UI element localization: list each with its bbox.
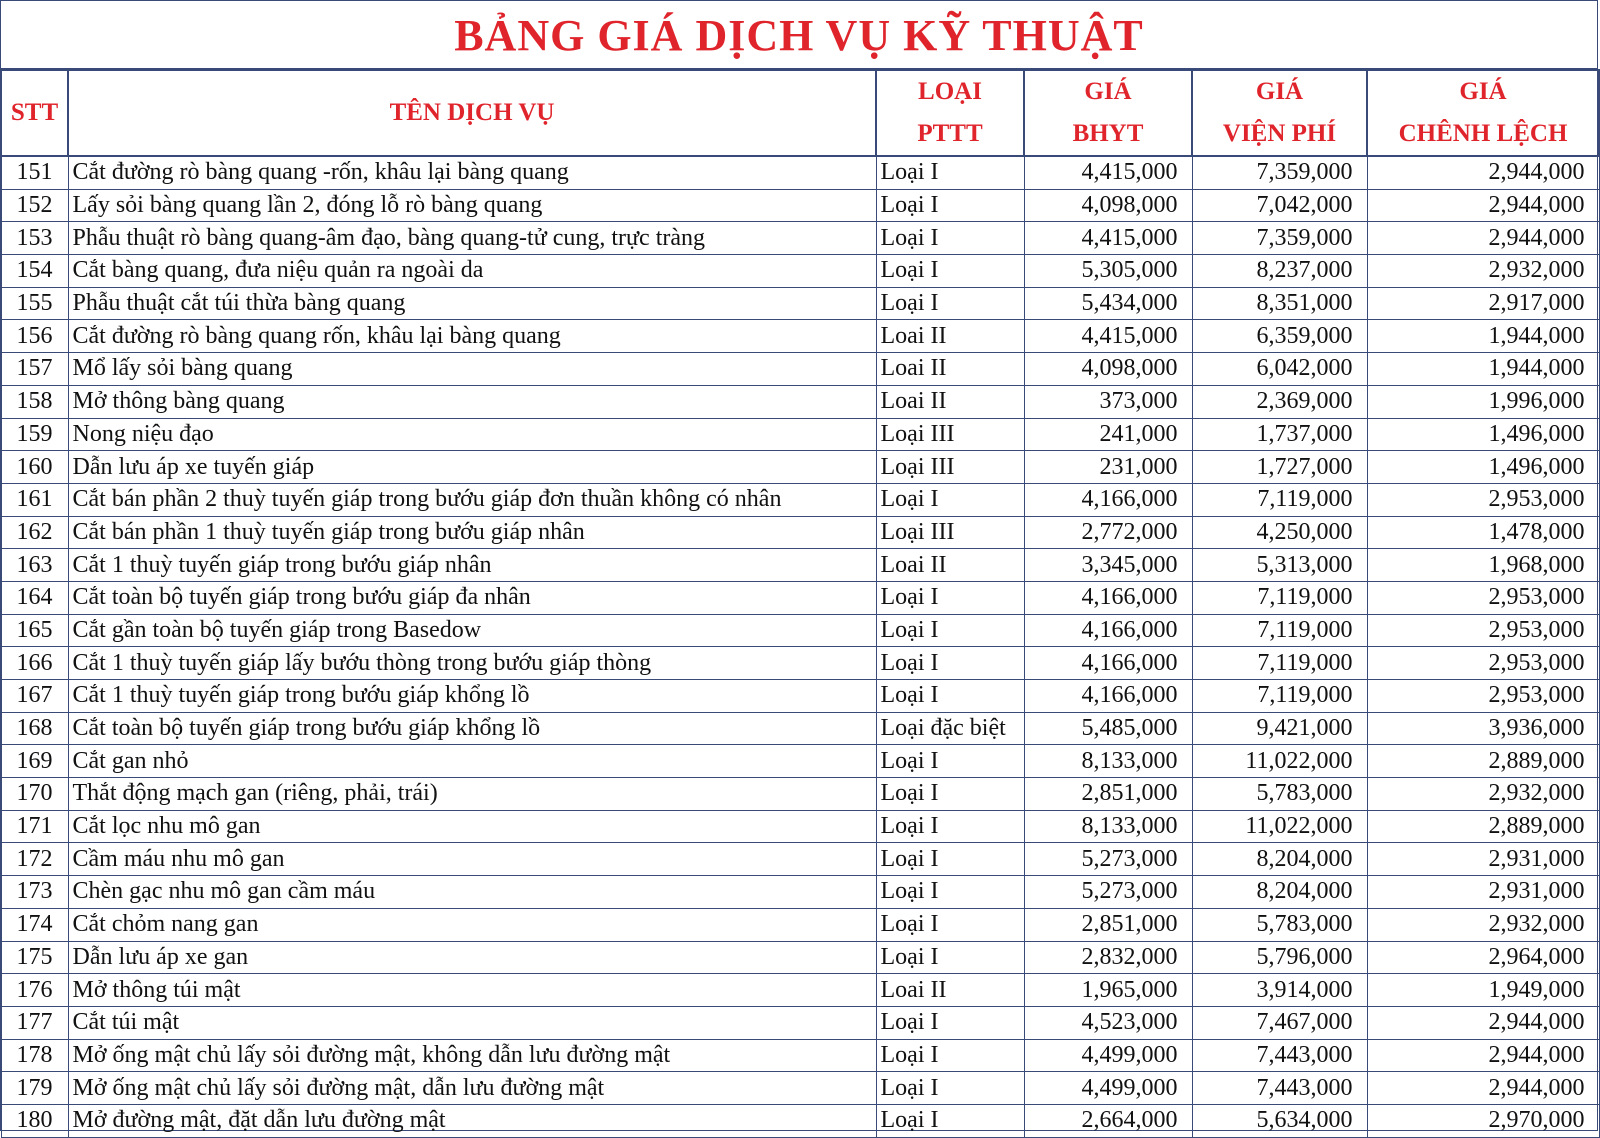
- table-row: [1, 745, 1599, 778]
- table-row: [1, 156, 1599, 189]
- cell-price-chenhlech: 2,953,000: [1367, 647, 1599, 680]
- cell-stt: 158: [1, 385, 68, 418]
- table-row: [1, 680, 1599, 713]
- cell-stt: 152: [1, 189, 68, 222]
- cell-price-vienphi: 11,022,000: [1192, 810, 1367, 843]
- cell-price-vienphi: 8,237,000: [1192, 255, 1367, 288]
- cell-stt: 153: [1, 222, 68, 255]
- cell-price-bhyt: 4,166,000: [1024, 614, 1192, 647]
- cell-stt: 174: [1, 908, 68, 941]
- cell-price-chenhlech: 2,944,000: [1367, 1072, 1599, 1105]
- cell-service-name: Cắt gần toàn bộ tuyến giáp trong Basedow: [68, 614, 876, 647]
- cell-price-chenhlech: 2,944,000: [1367, 156, 1599, 189]
- table-row: [1, 843, 1599, 876]
- cell-service-name: Nong niệu đạo: [68, 418, 876, 451]
- cell-price-bhyt: 2,664,000: [1024, 1104, 1192, 1137]
- cell-price-bhyt: 4,415,000: [1024, 222, 1192, 255]
- cell-stt: 175: [1, 941, 68, 974]
- cell-price-bhyt: 4,166,000: [1024, 581, 1192, 614]
- cell-service-name: Cắt chỏm nang gan: [68, 908, 876, 941]
- cell-service-name: Chèn gạc nhu mô gan cầm máu: [68, 876, 876, 909]
- cell-stt: 163: [1, 549, 68, 582]
- cell-pttt-type: Loai II: [876, 974, 1024, 1007]
- cell-price-chenhlech: 2,889,000: [1367, 810, 1599, 843]
- cell-price-chenhlech: 2,964,000: [1367, 941, 1599, 974]
- cell-stt: 168: [1, 712, 68, 745]
- cell-price-chenhlech: 2,953,000: [1367, 581, 1599, 614]
- cell-price-vienphi: 8,351,000: [1192, 287, 1367, 320]
- cell-price-vienphi: 7,119,000: [1192, 483, 1367, 516]
- cell-service-name: Mở thông túi mật: [68, 974, 876, 1007]
- cell-price-bhyt: 241,000: [1024, 418, 1192, 451]
- cell-price-bhyt: 4,499,000: [1024, 1072, 1192, 1105]
- table-row: [1, 451, 1599, 484]
- cell-price-vienphi: 7,119,000: [1192, 614, 1367, 647]
- cell-stt: 177: [1, 1006, 68, 1039]
- cell-pttt-type: Loại I: [876, 941, 1024, 974]
- cell-price-bhyt: 4,166,000: [1024, 483, 1192, 516]
- cell-service-name: Phẫu thuật rò bàng quang-âm đạo, bàng quang-tử cung, trực tràng: [68, 222, 876, 255]
- cell-stt: 171: [1, 810, 68, 843]
- cell-pttt-type: Loại I: [876, 1006, 1024, 1039]
- cell-service-name: Cắt bán phần 2 thuỳ tuyến giáp trong bướu giáp đơn thuần không có nhân: [68, 483, 876, 516]
- cell-price-vienphi: 6,359,000: [1192, 320, 1367, 353]
- cell-stt: 159: [1, 418, 68, 451]
- header-type-line-2: PTTT: [917, 120, 983, 147]
- cell-price-bhyt: 2,772,000: [1024, 516, 1192, 549]
- cell-price-bhyt: 5,485,000: [1024, 712, 1192, 745]
- cell-price-vienphi: 5,783,000: [1192, 778, 1367, 811]
- cell-price-bhyt: 4,415,000: [1024, 156, 1192, 189]
- cell-price-vienphi: 7,359,000: [1192, 156, 1367, 189]
- cell-price-chenhlech: 1,944,000: [1367, 353, 1599, 386]
- header-stt: STT: [1, 70, 68, 156]
- cell-pttt-type: Loai II: [876, 549, 1024, 582]
- cell-pttt-type: Loai II: [876, 320, 1024, 353]
- table-row: [1, 1006, 1599, 1039]
- cell-service-name: Cắt túi mật: [68, 1006, 876, 1039]
- cell-price-vienphi: 5,313,000: [1192, 549, 1367, 582]
- cell-price-chenhlech: 2,970,000: [1367, 1104, 1599, 1137]
- table-row: [1, 189, 1599, 222]
- table-row: [1, 222, 1599, 255]
- cell-stt: 170: [1, 778, 68, 811]
- cell-pttt-type: Loại I: [876, 680, 1024, 713]
- cell-price-chenhlech: 2,932,000: [1367, 908, 1599, 941]
- cell-price-bhyt: 4,523,000: [1024, 1006, 1192, 1039]
- table-row: [1, 255, 1599, 288]
- cell-price-vienphi: 7,119,000: [1192, 680, 1367, 713]
- header-name: TÊN DỊCH VỤ: [68, 70, 876, 156]
- cell-pttt-type: Loại I: [876, 581, 1024, 614]
- table-row: [1, 941, 1599, 974]
- header-chenhlech-line-2: CHÊNH LỆCH: [1398, 120, 1568, 147]
- cell-pttt-type: Loại I: [876, 1072, 1024, 1105]
- cell-pttt-type: Loại I: [876, 778, 1024, 811]
- cell-stt: 161: [1, 483, 68, 516]
- cell-price-bhyt: 2,832,000: [1024, 941, 1192, 974]
- cell-price-chenhlech: 1,968,000: [1367, 549, 1599, 582]
- cell-pttt-type: Loại I: [876, 222, 1024, 255]
- cell-price-vienphi: 6,042,000: [1192, 353, 1367, 386]
- cell-stt: 179: [1, 1072, 68, 1105]
- cell-service-name: Dẫn lưu áp xe tuyến giáp: [68, 451, 876, 484]
- cell-price-vienphi: 11,022,000: [1192, 745, 1367, 778]
- cell-pttt-type: Loại I: [876, 614, 1024, 647]
- cell-price-vienphi: 7,042,000: [1192, 189, 1367, 222]
- cell-service-name: Mở ống mật chủ lấy sỏi đường mật, dẫn lưu đường mật: [68, 1072, 876, 1105]
- cell-stt: 176: [1, 974, 68, 1007]
- cell-pttt-type: Loại I: [876, 876, 1024, 909]
- cell-stt: 172: [1, 843, 68, 876]
- cell-stt: 180: [1, 1104, 68, 1137]
- cell-price-chenhlech: 1,496,000: [1367, 451, 1599, 484]
- cell-price-bhyt: 5,305,000: [1024, 255, 1192, 288]
- cell-service-name: Cắt bán phần 1 thuỳ tuyến giáp trong bướu giáp nhân: [68, 516, 876, 549]
- cell-stt: 166: [1, 647, 68, 680]
- cell-pttt-type: Loại đặc biệt: [876, 712, 1024, 745]
- cell-price-vienphi: 3,914,000: [1192, 974, 1367, 1007]
- cell-stt: 165: [1, 614, 68, 647]
- cell-pttt-type: Loai II: [876, 385, 1024, 418]
- cell-pttt-type: Loại III: [876, 516, 1024, 549]
- cell-pttt-type: Loại I: [876, 647, 1024, 680]
- cell-service-name: Cắt 1 thuỳ tuyến giáp trong bướu giáp khổng lồ: [68, 680, 876, 713]
- table-header-row: [1, 70, 1599, 156]
- cell-service-name: Lấy sỏi bàng quang lần 2, đóng lỗ rò bàng quang: [68, 189, 876, 222]
- price-table: [0, 69, 1600, 1138]
- cell-price-bhyt: 4,098,000: [1024, 189, 1192, 222]
- table-row: [1, 320, 1599, 353]
- cell-price-vienphi: 7,119,000: [1192, 581, 1367, 614]
- cell-price-vienphi: 8,204,000: [1192, 876, 1367, 909]
- cell-price-vienphi: 5,783,000: [1192, 908, 1367, 941]
- cell-price-vienphi: 4,250,000: [1192, 516, 1367, 549]
- cell-service-name: Cắt toàn bộ tuyến giáp trong bướu giáp khổng lồ: [68, 712, 876, 745]
- cell-pttt-type: Loại I: [876, 1039, 1024, 1072]
- table-row: [1, 810, 1599, 843]
- page-title: BẢNG GIÁ DỊCH VỤ KỸ THUẬT: [1, 1, 1597, 70]
- cell-price-bhyt: 4,166,000: [1024, 647, 1192, 680]
- table-row: [1, 1039, 1599, 1072]
- cell-stt: 155: [1, 287, 68, 320]
- cell-price-bhyt: 5,273,000: [1024, 843, 1192, 876]
- cell-price-chenhlech: 2,932,000: [1367, 255, 1599, 288]
- cell-pttt-type: Loại I: [876, 287, 1024, 320]
- cell-price-chenhlech: 2,953,000: [1367, 483, 1599, 516]
- cell-stt: 154: [1, 255, 68, 288]
- cell-price-chenhlech: 2,932,000: [1367, 778, 1599, 811]
- header-vienphi: [1192, 70, 1367, 156]
- cell-price-vienphi: 5,634,000: [1192, 1104, 1367, 1137]
- header-bhyt-line-1: GIÁ: [1084, 78, 1132, 105]
- cell-price-bhyt: 3,345,000: [1024, 549, 1192, 582]
- cell-service-name: Cắt bàng quang, đưa niệu quản ra ngoài da: [68, 255, 876, 288]
- cell-pttt-type: Loại I: [876, 843, 1024, 876]
- cell-service-name: Mổ lấy sỏi bàng quang: [68, 353, 876, 386]
- cell-price-chenhlech: 1,996,000: [1367, 385, 1599, 418]
- table-row: [1, 516, 1599, 549]
- table-row: [1, 614, 1599, 647]
- cell-price-bhyt: 2,851,000: [1024, 908, 1192, 941]
- cell-price-bhyt: 2,851,000: [1024, 778, 1192, 811]
- cell-pttt-type: Loại I: [876, 810, 1024, 843]
- cell-service-name: Cầm máu nhu mô gan: [68, 843, 876, 876]
- cell-service-name: Cắt 1 thuỳ tuyến giáp trong bướu giáp nhân: [68, 549, 876, 582]
- cell-price-bhyt: 4,098,000: [1024, 353, 1192, 386]
- cell-service-name: Cắt đường rò bàng quang -rốn, khâu lại bàng quang: [68, 156, 876, 189]
- cell-price-chenhlech: 2,944,000: [1367, 222, 1599, 255]
- cell-price-chenhlech: 2,917,000: [1367, 287, 1599, 320]
- cell-service-name: Mở ống mật chủ lấy sỏi đường mật, không dẫn lưu đường mật: [68, 1039, 876, 1072]
- table-row: [1, 1104, 1599, 1137]
- cell-pttt-type: Loại I: [876, 1104, 1024, 1137]
- cell-price-chenhlech: 2,944,000: [1367, 1039, 1599, 1072]
- cell-price-vienphi: 2,369,000: [1192, 385, 1367, 418]
- cell-price-vienphi: 7,119,000: [1192, 647, 1367, 680]
- cell-price-bhyt: 8,133,000: [1024, 810, 1192, 843]
- cell-price-bhyt: 5,434,000: [1024, 287, 1192, 320]
- header-bhyt: [1024, 70, 1192, 156]
- cell-service-name: Cắt đường rò bàng quang rốn, khâu lại bàng quang: [68, 320, 876, 353]
- cell-price-vienphi: 7,359,000: [1192, 222, 1367, 255]
- cell-stt: 160: [1, 451, 68, 484]
- cell-service-name: Thắt động mạch gan (riêng, phải, trái): [68, 778, 876, 811]
- header-chenhlech: [1367, 70, 1599, 156]
- cell-price-vienphi: 7,443,000: [1192, 1072, 1367, 1105]
- cell-price-bhyt: 1,965,000: [1024, 974, 1192, 1007]
- cell-service-name: Phẫu thuật cắt túi thừa bàng quang: [68, 287, 876, 320]
- cell-price-vienphi: 5,796,000: [1192, 941, 1367, 974]
- table-row: [1, 1072, 1599, 1105]
- cell-price-chenhlech: 2,953,000: [1367, 680, 1599, 713]
- cell-price-chenhlech: 2,931,000: [1367, 876, 1599, 909]
- cell-service-name: Mở đường mật, đặt dẫn lưu đường mật: [68, 1104, 876, 1137]
- cell-price-chenhlech: 1,944,000: [1367, 320, 1599, 353]
- cell-stt: 178: [1, 1039, 68, 1072]
- cell-stt: 169: [1, 745, 68, 778]
- cell-price-bhyt: 8,133,000: [1024, 745, 1192, 778]
- cell-price-bhyt: 5,273,000: [1024, 876, 1192, 909]
- cell-service-name: Cắt lọc nhu mô gan: [68, 810, 876, 843]
- cell-stt: 162: [1, 516, 68, 549]
- cell-price-chenhlech: 3,936,000: [1367, 712, 1599, 745]
- header-type: [876, 70, 1024, 156]
- cell-price-chenhlech: 2,953,000: [1367, 614, 1599, 647]
- cell-pttt-type: Loại III: [876, 451, 1024, 484]
- table-row: [1, 712, 1599, 745]
- cell-price-chenhlech: 1,949,000: [1367, 974, 1599, 1007]
- cell-price-vienphi: 1,727,000: [1192, 451, 1367, 484]
- cell-stt: 167: [1, 680, 68, 713]
- table-row: [1, 908, 1599, 941]
- table-row: [1, 778, 1599, 811]
- cell-stt: 173: [1, 876, 68, 909]
- cell-price-bhyt: 4,166,000: [1024, 680, 1192, 713]
- cell-pttt-type: Loại I: [876, 156, 1024, 189]
- cell-pttt-type: Loại III: [876, 418, 1024, 451]
- table-row: [1, 353, 1599, 386]
- header-type-line-1: LOẠI: [918, 78, 982, 105]
- cell-price-bhyt: 373,000: [1024, 385, 1192, 418]
- table-row: [1, 385, 1599, 418]
- header-vienphi-line-1: GIÁ: [1255, 78, 1304, 105]
- table-row: [1, 876, 1599, 909]
- cell-service-name: Mở thông bàng quang: [68, 385, 876, 418]
- table-row: [1, 974, 1599, 1007]
- cell-stt: 164: [1, 581, 68, 614]
- cell-price-vienphi: 9,421,000: [1192, 712, 1367, 745]
- cell-stt: 156: [1, 320, 68, 353]
- cell-price-vienphi: 8,204,000: [1192, 843, 1367, 876]
- cell-stt: 151: [1, 156, 68, 189]
- table-row: [1, 549, 1599, 582]
- cell-price-chenhlech: 1,478,000: [1367, 516, 1599, 549]
- table-row: [1, 483, 1599, 516]
- cell-price-vienphi: 7,443,000: [1192, 1039, 1367, 1072]
- table-row: [1, 287, 1599, 320]
- table-row: [1, 418, 1599, 451]
- cell-pttt-type: Loại I: [876, 189, 1024, 222]
- cell-pttt-type: Loại I: [876, 483, 1024, 516]
- cell-price-chenhlech: 1,496,000: [1367, 418, 1599, 451]
- table-body: [1, 156, 1599, 1137]
- cell-price-bhyt: 4,499,000: [1024, 1039, 1192, 1072]
- cell-price-chenhlech: 2,944,000: [1367, 1006, 1599, 1039]
- cell-price-bhyt: 4,415,000: [1024, 320, 1192, 353]
- cell-service-name: Cắt 1 thuỳ tuyến giáp lấy bướu thòng trong bướu giáp thòng: [68, 647, 876, 680]
- table-row: [1, 647, 1599, 680]
- cell-pttt-type: Loại I: [876, 745, 1024, 778]
- cell-service-name: Dẫn lưu áp xe gan: [68, 941, 876, 974]
- header-bhyt-line-2: BHYT: [1072, 120, 1144, 147]
- cell-price-bhyt: 231,000: [1024, 451, 1192, 484]
- cell-price-vienphi: 1,737,000: [1192, 418, 1367, 451]
- cell-pttt-type: Loai II: [876, 353, 1024, 386]
- cell-price-chenhlech: 2,931,000: [1367, 843, 1599, 876]
- cell-price-chenhlech: 2,889,000: [1367, 745, 1599, 778]
- cell-service-name: Cắt gan nhỏ: [68, 745, 876, 778]
- cell-price-chenhlech: 2,944,000: [1367, 189, 1599, 222]
- cell-pttt-type: Loại I: [876, 908, 1024, 941]
- cell-pttt-type: Loại I: [876, 255, 1024, 288]
- cell-service-name: Cắt toàn bộ tuyến giáp trong bướu giáp đa nhân: [68, 581, 876, 614]
- header-chenhlech-line-1: GIÁ: [1459, 78, 1507, 105]
- cell-stt: 157: [1, 353, 68, 386]
- header-vienphi-line-2: VIỆN PHÍ: [1222, 120, 1337, 147]
- table-row: [1, 581, 1599, 614]
- cell-price-vienphi: 7,467,000: [1192, 1006, 1367, 1039]
